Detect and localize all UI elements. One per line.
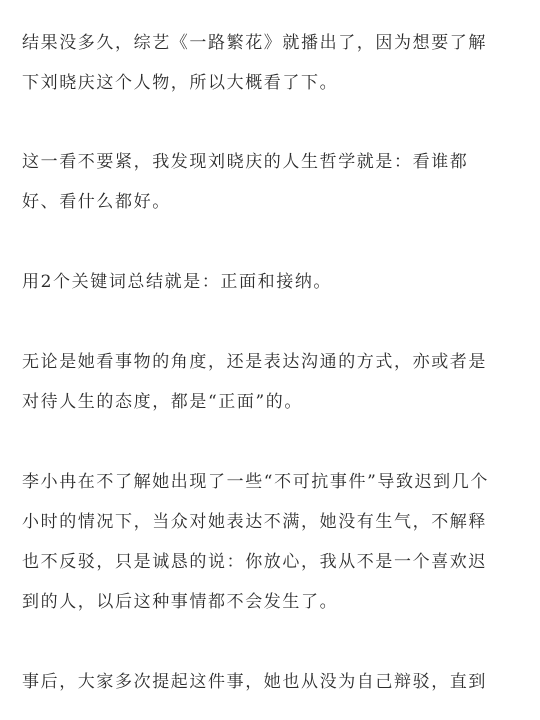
paragraph-line: 无论是她看事物的角度，还是表达沟通的方式，亦或者是 xyxy=(22,352,487,372)
paragraph-line: 下刘晓庆这个人物，所以大概看了下。 xyxy=(22,73,339,93)
paragraph-line: 对待人生的态度，都是“正面”的。 xyxy=(22,392,303,412)
paragraph-line: 小时的情况下，当众对她表达不满，她没有生气，不解释 xyxy=(22,512,487,532)
paragraph-3 xyxy=(22,262,332,302)
paragraph-line: 好、看什么都好。 xyxy=(22,192,171,212)
paragraph-line: 事后，大家多次提起这件事，她也从没为自己辩驳，直到 xyxy=(22,672,487,692)
paragraph-2 xyxy=(22,142,468,222)
paragraph-5 xyxy=(22,462,489,622)
paragraph-line: 用2个关键词总结就是：正面和接纳。 xyxy=(22,272,333,292)
paragraph-line: 这一看不要紧，我发现刘晓庆的人生哲学就是：看谁都 xyxy=(22,152,469,172)
paragraph-6 xyxy=(22,662,487,702)
paragraph-line: 也不反驳，只是诚恳的说：你放心，我从不是一个喜欢迟 xyxy=(22,552,487,572)
paragraph-line: 结果没多久，综艺《一路繁花》就播出了，因为想要了解 xyxy=(22,33,487,53)
paragraph-4 xyxy=(22,342,487,422)
paragraph-1 xyxy=(22,23,487,103)
paragraph-line: 李小冉在不了解她出现了一些“不可抗事件”导致迟到几个 xyxy=(22,472,489,492)
paragraph-line: 到的人，以后这种事情都不会发生了。 xyxy=(22,592,339,612)
